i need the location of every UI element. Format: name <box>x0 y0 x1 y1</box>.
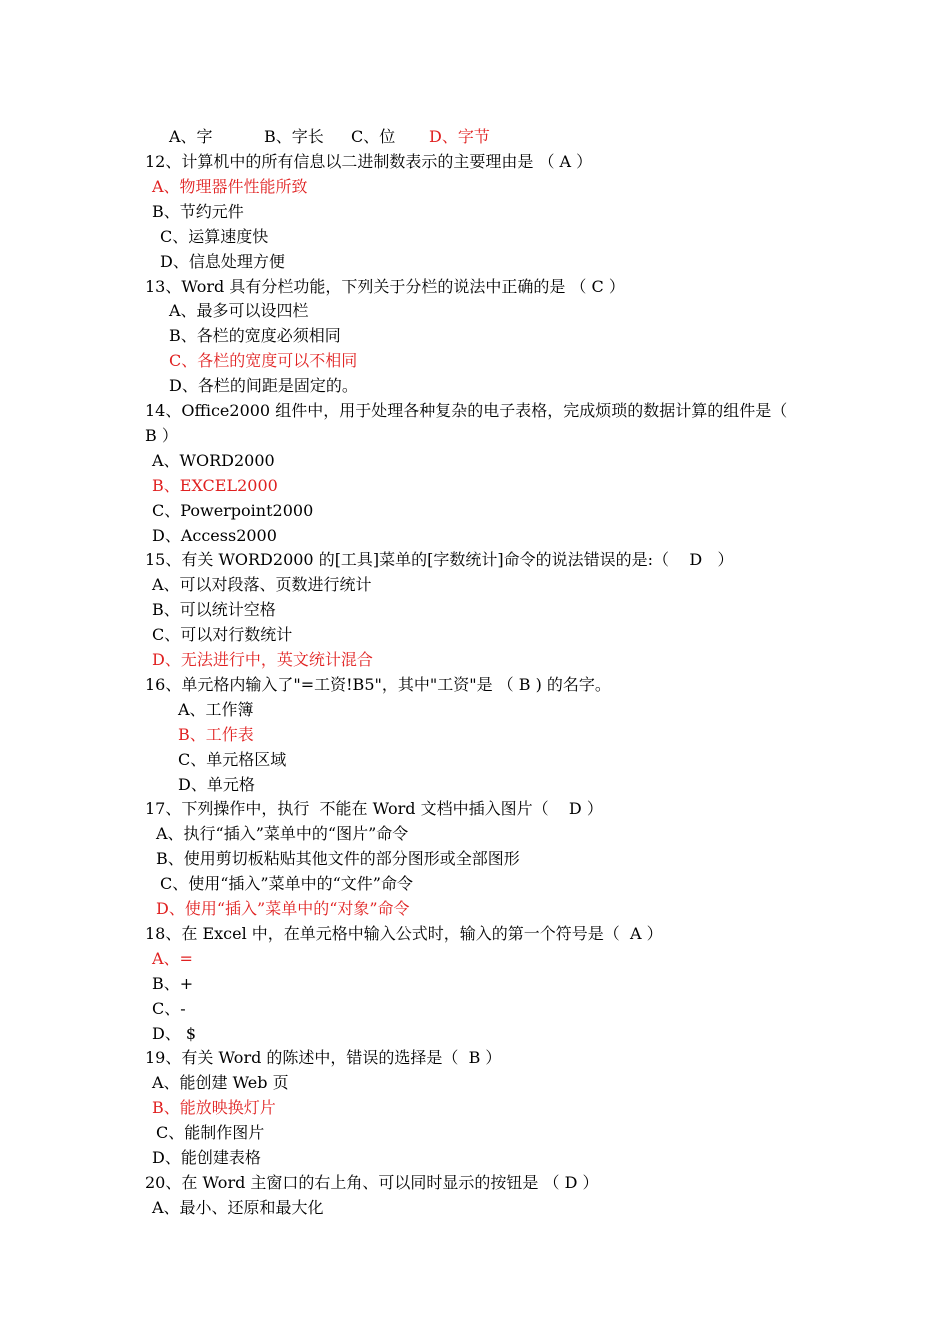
option-line: C、单元格区域 <box>178 750 287 769</box>
option-line: D、Access2000 <box>152 526 277 545</box>
question-line: 20、在 Word 主窗口的右上角、可以同时显示的按钮是 （ D ） <box>145 1173 599 1192</box>
option-line: A、工作簿 <box>178 700 254 719</box>
option-line: D、能创建表格 <box>152 1148 261 1167</box>
correct-answer-line: D、无法进行中，英文统计混合 <box>152 650 373 669</box>
option-line: C、- <box>152 999 186 1018</box>
correct-answer-line: A、物理器件性能所致 <box>152 177 308 196</box>
option-line: C、运算速度快 <box>160 227 269 246</box>
question-line: 13、Word 具有分栏功能，下列关于分栏的说法中正确的是 （ C ） <box>145 277 625 296</box>
question-line: 16、单元格内输入了"=工资!B5"，其中"工资"是 （ B ) 的名字。 <box>145 675 611 694</box>
correct-answer-line: C、各栏的宽度可以不相同 <box>169 351 358 370</box>
option-a: A、字 <box>169 127 213 147</box>
option-line: B、节约元件 <box>152 202 244 221</box>
option-line: D、 $ <box>152 1024 197 1043</box>
option-line: C、可以对行数统计 <box>152 625 293 644</box>
question-line: 12、计算机中的所有信息以二进制数表示的主要理由是 （ A ） <box>145 152 593 171</box>
option-line: B ） <box>145 426 178 445</box>
option-line: D、各栏的间距是固定的。 <box>169 376 358 395</box>
option-line: B、各栏的宽度必须相同 <box>169 326 341 345</box>
question-line: 18、在 Excel 中，在单元格中输入公式时，输入的第一个符号是（ A ） <box>145 924 663 943</box>
option-b: B、字长 <box>264 127 324 147</box>
option-line: A、最多可以设四栏 <box>169 301 309 320</box>
option-line: A、WORD2000 <box>152 451 275 470</box>
question-line: 17、下列操作中，执行 不能在 Word 文档中插入图片（ D ） <box>145 799 603 818</box>
option-c: C、位 <box>351 127 396 147</box>
option-line: B、+ <box>152 974 194 993</box>
option-line: D、单元格 <box>178 775 255 794</box>
option-line: D、信息处理方便 <box>160 252 285 271</box>
option-line: C、Powerpoint2000 <box>152 501 314 520</box>
correct-answer-line: A、= <box>152 949 193 968</box>
correct-answer-line: B、工作表 <box>178 725 254 744</box>
option-line: C、使用“插入”菜单中的“文件”命令 <box>160 874 413 893</box>
option-d: D、字节 <box>429 127 490 147</box>
option-line: A、执行“插入”菜单中的“图片”命令 <box>156 824 409 843</box>
correct-answer-line: D、使用“插入”菜单中的“对象”命令 <box>156 899 410 918</box>
option-line: B、可以统计空格 <box>152 600 276 619</box>
question-line: 15、有关 WORD2000 的[工具]菜单的[字数统计]命令的说法错误的是:（ D ） <box>145 550 734 569</box>
option-line: A、可以对段落、页数进行统计 <box>152 575 372 594</box>
correct-answer-line: B、能放映换灯片 <box>152 1098 276 1117</box>
option-line: C、能制作图片 <box>156 1123 265 1142</box>
option-line: A、最小、还原和最大化 <box>152 1198 324 1217</box>
correct-answer-line: B、EXCEL2000 <box>152 476 278 495</box>
question-line: 14、Office2000 组件中，用于处理各种复杂的电子表格，完成烦琐的数据计算的组件是（ <box>145 401 788 420</box>
question-line: 19、有关 Word 的陈述中，错误的选择是（ B ） <box>145 1048 502 1067</box>
option-line: A、能创建 Web 页 <box>152 1073 289 1092</box>
option-line: B、使用剪切板粘贴其他文件的部分图形或全部图形 <box>156 849 520 868</box>
